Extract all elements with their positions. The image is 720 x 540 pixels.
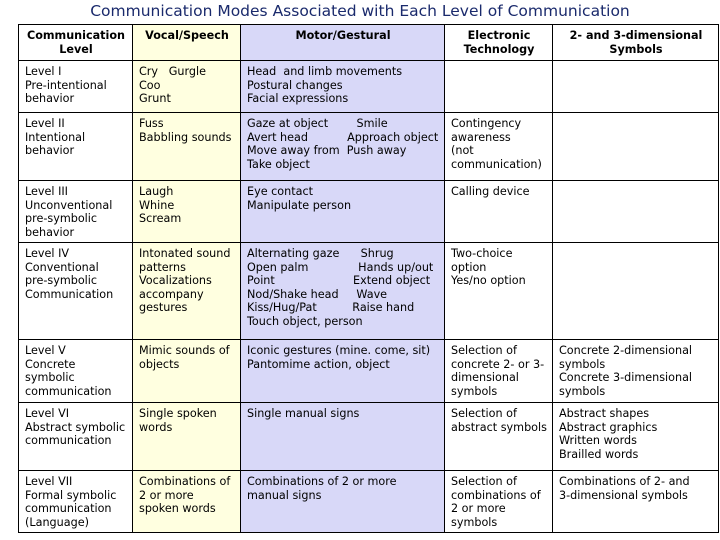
cell-line: Laugh	[139, 185, 174, 198]
cell-line: accompany	[139, 287, 204, 301]
cell-line: Scream	[139, 212, 182, 225]
cell-line: Pre-intentional	[25, 78, 107, 92]
cell-line: 3-dimensional symbols	[559, 488, 688, 502]
cell-line: Selection of	[451, 475, 517, 488]
cell-level	[19, 340, 133, 403]
cell-line: Pantomime action, object	[247, 357, 390, 371]
cell-line: Conventional	[25, 260, 99, 274]
cell-level	[19, 243, 133, 340]
cell-tech	[445, 340, 553, 403]
cell-line: Avert head Approach object	[247, 130, 439, 144]
communication-table	[18, 24, 719, 533]
cell-level	[19, 471, 133, 533]
cell-line: Intonated sound	[139, 247, 231, 260]
table-row	[19, 340, 719, 403]
cell-line: Two-choice	[451, 247, 513, 260]
cell-line: Combinations of 2 or more	[247, 475, 397, 488]
cell-line: Point Extend object	[247, 274, 431, 287]
cell-line: Level I	[25, 65, 62, 78]
cell-line: Concrete 3-dimensional	[559, 371, 693, 384]
cell-line: symbols	[451, 384, 498, 398]
cell-line: awareness	[451, 130, 511, 144]
cell-line: Cry Gurgle	[139, 65, 206, 78]
cell-sym	[553, 113, 719, 181]
cell-line: Brailled words	[559, 447, 639, 461]
cell-line: Single manual signs	[247, 407, 360, 420]
cell-line: Concrete	[25, 357, 76, 371]
cell-line: objects	[139, 357, 180, 371]
cell-sym	[553, 471, 719, 533]
cell-motor	[241, 181, 445, 243]
cell-sym	[553, 243, 719, 340]
cell-line: communication	[25, 384, 112, 398]
cell-level	[19, 113, 133, 181]
cell-line: Iconic gestures (mine. come, sit)	[247, 344, 431, 357]
cell-line: Combinations of	[139, 475, 231, 488]
cell-line: Grunt	[139, 92, 171, 105]
cell-line: Gaze at object Smile	[247, 117, 388, 130]
cell-line: Take object	[247, 157, 310, 171]
cell-line: Level VII	[25, 475, 73, 488]
cell-line: behavior	[25, 225, 75, 239]
cell-motor	[241, 471, 445, 533]
cell-line: Combinations of 2- and	[559, 475, 690, 488]
cell-line: Formal symbolic	[25, 488, 117, 502]
cell-vocal	[133, 403, 241, 471]
cell-motor	[241, 403, 445, 471]
cell-line: symbols	[559, 384, 606, 398]
cell-line: Postural changes	[247, 78, 343, 92]
cell-line: Manipulate person	[247, 198, 352, 212]
cell-line: Open palm Hands up/out	[247, 260, 434, 274]
cell-line: behavior	[25, 144, 75, 157]
cell-line: 2 or more	[139, 488, 194, 502]
cell-line: Abstract graphics	[559, 420, 658, 434]
cell-tech	[445, 61, 553, 113]
header-motor: Motor/Gestural	[241, 25, 445, 61]
cell-sym	[553, 181, 719, 243]
cell-line: Move away from Push away	[247, 144, 407, 157]
cell-line: Intentional	[25, 130, 86, 144]
cell-tech	[445, 113, 553, 181]
cell-vocal	[133, 340, 241, 403]
table-row	[19, 403, 719, 471]
cell-line: Facial expressions	[247, 92, 349, 105]
cell-line: behavior	[25, 92, 75, 105]
cell-line: Selection of	[451, 407, 517, 420]
cell-motor	[241, 243, 445, 340]
cell-line: Yes/no option	[451, 274, 526, 287]
cell-line: concrete 2- or 3-	[451, 357, 545, 371]
header-level: Communication Level	[19, 25, 133, 61]
table-row	[19, 243, 719, 340]
cell-line: Level VI	[25, 407, 70, 420]
cell-vocal	[133, 471, 241, 533]
cell-line: Selection of	[451, 344, 517, 357]
cell-line: words	[139, 420, 173, 434]
header-symbols: 2- and 3-dimensional Symbols	[553, 25, 719, 61]
cell-tech	[445, 181, 553, 243]
cell-line: Written words	[559, 434, 637, 447]
table-row	[19, 113, 719, 181]
cell-line: Eye contact	[247, 185, 313, 198]
cell-vocal	[133, 113, 241, 181]
cell-line: communication)	[451, 157, 542, 171]
cell-line: dimensional	[451, 371, 519, 384]
header-vocal: Vocal/Speech	[133, 25, 241, 61]
cell-line: Communication	[25, 287, 114, 301]
cell-line: option	[451, 260, 487, 274]
cell-line: symbols	[451, 515, 498, 529]
cell-line: Fuss	[139, 117, 164, 130]
cell-line: pre-symbolic	[25, 274, 98, 287]
cell-line: 2 or more	[451, 502, 506, 515]
cell-sym	[553, 340, 719, 403]
cell-line: pre-symbolic	[25, 212, 98, 225]
cell-vocal	[133, 243, 241, 340]
cell-line: Level III	[25, 185, 68, 198]
cell-line: Whine	[139, 198, 175, 212]
cell-line: Contingency	[451, 117, 522, 130]
table-row	[19, 181, 719, 243]
cell-line: (not	[451, 144, 474, 157]
cell-line: symbolic	[25, 371, 75, 384]
cell-line: Concrete 2-dimensional	[559, 344, 693, 357]
cell-sym	[553, 403, 719, 471]
table-body	[19, 61, 719, 533]
cell-line: Babbling sounds	[139, 130, 232, 144]
cell-line: communication	[25, 434, 112, 447]
page-title: Communication Modes Associated with Each Level of Communication	[90, 2, 630, 20]
cell-line: Vocalizations	[139, 274, 212, 287]
cell-line: gestures	[139, 301, 188, 314]
table-row	[19, 471, 719, 533]
cell-line: Unconventional	[25, 198, 113, 212]
cell-motor	[241, 340, 445, 403]
cell-line: communication	[25, 502, 112, 515]
table-row	[19, 61, 719, 113]
cell-level	[19, 61, 133, 113]
cell-line: spoken words	[139, 502, 216, 515]
cell-vocal	[133, 181, 241, 243]
cell-sym	[553, 61, 719, 113]
cell-line: symbols	[559, 357, 606, 371]
cell-line: Calling device	[451, 185, 530, 198]
cell-line: Single spoken	[139, 407, 217, 420]
cell-line: Level V	[25, 344, 66, 357]
cell-line: abstract symbols	[451, 420, 547, 434]
cell-line: manual signs	[247, 488, 322, 502]
cell-line: combinations of	[451, 488, 541, 502]
cell-line: Nod/Shake head Wave	[247, 287, 388, 301]
cell-level	[19, 403, 133, 471]
header-row	[19, 25, 719, 61]
cell-tech	[445, 471, 553, 533]
cell-line: Head and limb movements	[247, 65, 403, 78]
cell-line: (Language)	[25, 515, 89, 529]
cell-motor	[241, 61, 445, 113]
cell-line: Touch object, person	[247, 314, 363, 328]
cell-tech	[445, 403, 553, 471]
header-tech: Electronic Technology	[445, 25, 553, 61]
cell-line: Level II	[25, 117, 65, 130]
cell-line: Coo	[139, 78, 161, 92]
cell-line: Kiss/Hug/Pat Raise hand	[247, 301, 415, 314]
cell-line: Abstract shapes	[559, 407, 650, 420]
cell-line: Abstract symbolic	[25, 420, 126, 434]
cell-line: Alternating gaze Shrug	[247, 247, 394, 260]
cell-line: Level IV	[25, 247, 70, 260]
cell-line: patterns	[139, 260, 186, 274]
cell-motor	[241, 113, 445, 181]
cell-line: Mimic sounds of	[139, 344, 230, 357]
cell-vocal	[133, 61, 241, 113]
cell-tech	[445, 243, 553, 340]
cell-level	[19, 181, 133, 243]
